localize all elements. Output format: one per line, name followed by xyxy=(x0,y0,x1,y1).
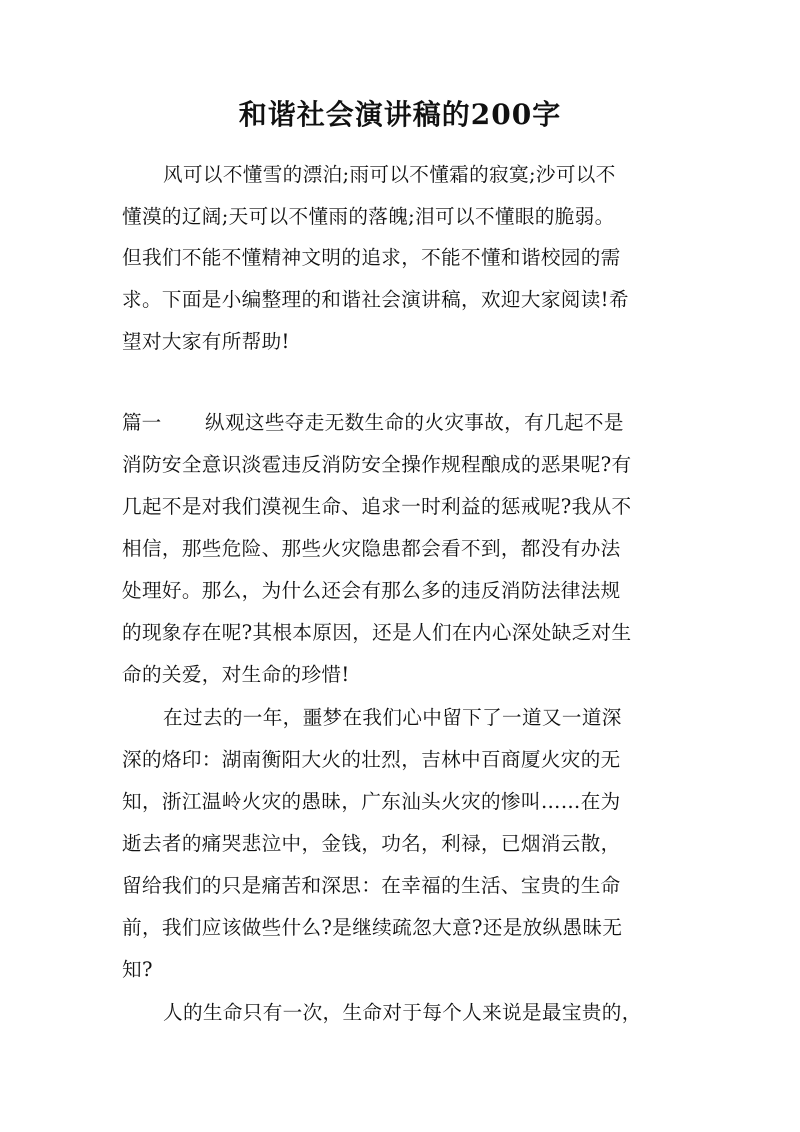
section-line-5: 处理好。那么，为什么还会有那么多的违反消防法律法规 xyxy=(122,579,621,602)
paragraph2-line-3: 知，浙江温岭火灾的愚昧，广东汕头火灾的惨叫……在为 xyxy=(122,790,621,813)
intro-line-1: 风可以不懂雪的漂泊;雨可以不懂霜的寂寞;沙可以不 xyxy=(163,163,616,186)
section-line-6: 的现象存在呢?其根本原因，还是人们在内心深处缺乏对生 xyxy=(122,621,632,644)
paragraph2-line-7: 知? xyxy=(122,958,153,981)
section-line-4: 相信，那些危险、那些火灾隐患都会看不到，都没有办法 xyxy=(122,537,621,560)
document-title: 和谐社会演讲稿的200字 xyxy=(238,98,562,131)
paragraph2-line-1: 在过去的一年，噩梦在我们心中留下了一道又一道深 xyxy=(163,706,622,729)
intro-line-5: 望对大家有所帮助! xyxy=(122,330,290,353)
section-line-3: 几起不是对我们漠视生命、追求一时利益的惩戒呢?我从不 xyxy=(122,495,632,518)
intro-line-3: 但我们不能不懂精神文明的追求，不能不懂和谐校园的需 xyxy=(122,246,621,269)
paragraph3-line-1: 人的生命只有一次，生命对于每个人来说是最宝贵的， xyxy=(163,1001,642,1024)
section-line-2: 消防安全意识淡雹违反消防安全操作规程酿成的恶果呢?有 xyxy=(122,453,632,476)
intro-line-4: 求。下面是小编整理的和谐社会演讲稿，欢迎大家阅读!希 xyxy=(122,288,629,311)
section-label: 篇一 xyxy=(122,411,162,434)
paragraph2-line-5: 留给我们的只是痛苦和深思：在幸福的生活、宝贵的生命 xyxy=(122,874,621,897)
intro-line-2: 懂漠的辽阔;天可以不懂雨的落魄;泪可以不懂眼的脆弱。 xyxy=(122,205,615,228)
section-line-7: 命的关爱，对生命的珍惜! xyxy=(122,663,350,686)
paragraph2-line-4: 逝去者的痛哭悲泣中，金钱，功名，利禄，已烟消云散， xyxy=(122,832,621,855)
paragraph2-line-2: 深的烙印：湖南衡阳大火的壮烈，吉林中百商厦火灾的无 xyxy=(122,748,621,771)
paragraph2-line-6: 前，我们应该做些什么?是继续疏忽大意?还是放纵愚昧无 xyxy=(122,916,623,939)
section-line-1: 纵观这些夺走无数生命的火灾事故，有几起不是 xyxy=(205,411,624,434)
